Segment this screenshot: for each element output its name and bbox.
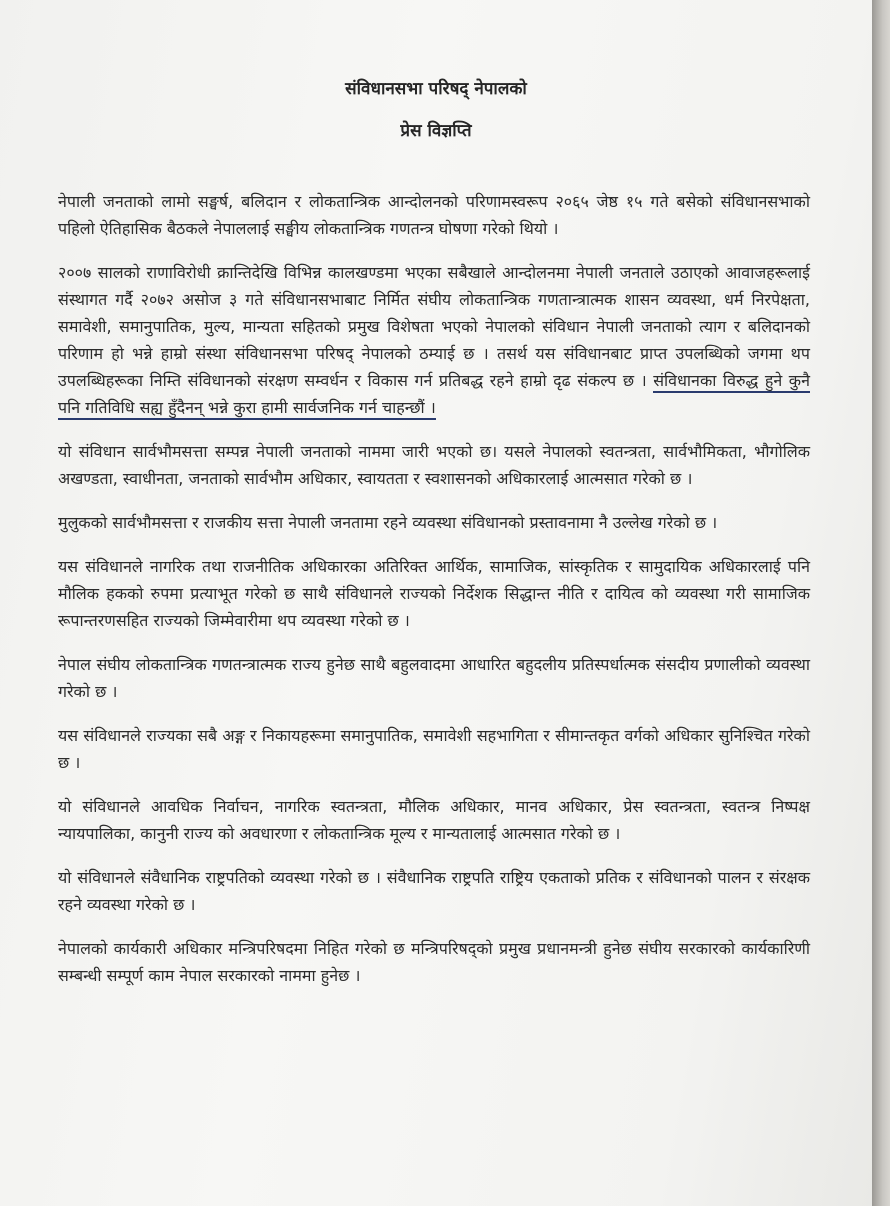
handwritten-underlined-sentence: संविधानका विरुद्ध हुने कुनै पनि गतिविधि सह्य हुँदैनन् भन्ने कुरा हामी सार्वजनिक गर्न चाहन्छौं । <box>58 371 810 420</box>
paragraph-1: नेपाली जनताको लामो सङ्घर्ष, बलिदान र लोकतान्त्रिक आन्दोलनको परिणामस्वरूप २०६५ जेष्ठ १५ गते बसेको संविधानसभाको पहिलो ऐतिहासिक बैठकले नेपाललाई सङ्घीय लोकतान्त्रिक गणतन्त्र घोषणा गरेको थियो । <box>58 192 810 238</box>
paragraph-3: यो संविधान सार्वभौमसत्ता सम्पन्न नेपाली जनताको नाममा जारी भएको छ। यसले नेपालको स्वतन्त्रता, सार्वभौमिकता, भौगोलिक अखण्डता, स्वाधीनता, जनताको सार्वभौम अधिकार, स्वायतता र स्वशासनको अधिकारलाई आत्मसात गरेको छ । <box>58 442 810 488</box>
paragraph-2 <box>58 259 810 421</box>
paper-edge <box>872 0 890 1206</box>
paragraph-2-text: २००७ सालको राणाविरोधी क्रान्तिदेखि विभिन्न कालखण्डमा भएका सबैखाले आन्दोलनमा नेपाली जनताले उठाएको आवाजहरूलाई संस्थागत गर्दै २०७२ असोज ३ गते संविधानसभाबाट निर्मित संघीय लोकतान्त्रिक गणतान्त्रात्मक शासन व्यवस्था, धर्म निरपेक्षता, समावेशी, समानुपातिक, मुल्य, मान्यता सहितको प्रमुख विशेषता भएको नेपालको संविधान नेपाली जनताको त्याग र बलिदानको परिणाम हो भन्ने हाम्रो संस्था संविधानसभा परिषद् नेपालको ठम्याई छ । तसर्थ यस संविधानबाट प्राप्त उपलब्धिको जगमा थप उपलब्धिहरूका निम्ति संविधानको संरक्षण सम्वर्धन र विकास गर्न प्रतिबद्ध रहने हाम्रो दृढ संकल्प छ । <box>58 263 810 390</box>
paragraph-5: यस संविधानले नागरिक तथा राजनीतिक अधिकारका अतिरिक्त आर्थिक, सामाजिक, सांस्कृतिक र सामुदायिक अधिकारलाई पनि मौलिक हकको रुपमा प्रत्याभूत गरेको छ साथै संविधानले राज्यको निर्देशक सिद्धान्त नीति र दायित्व को व्यवस्था गरी सामाजिक रूपान्तरणसहित राज्यको जिम्मेवारीमा थप व्यवस्था गरेको छ । <box>58 557 810 630</box>
paragraph-6: नेपाल संघीय लोकतान्त्रिक गणतन्त्रात्मक राज्य हुनेछ साथै बहुलवादमा आधारित बहुदलीय प्रतिस्पर्धात्मक संसदीय प्रणालीको व्यवस्था गरेको छ । <box>58 655 810 701</box>
paragraph-9: यो संविधानले संवैधानिक राष्ट्रपतिको व्यवस्था गरेको छ । संवैधानिक राष्ट्रपति राष्ट्रिय एकताको प्रतिक र संविधानको पालन र संरक्षक रहने व्यवस्था गरेको छ । <box>58 868 810 914</box>
paragraph-4: मुलुकको सार्वभौमसत्ता र राजकीय सत्ता नेपाली जनतामा रहने व्यवस्था संविधानको प्रस्तावनामा नै उल्लेख गरेको छ । <box>58 513 718 532</box>
paragraph-10: नेपालको कार्यकारी अधिकार मन्त्रिपरिषदमा निहित गरेको छ मन्त्रिपरिषद्को प्रमुख प्रधानमन्त्री हुनेछ संघीय सरकारको कार्यकारिणी सम्बन्धी सम्पूर्ण काम नेपाल सरकारको नाममा हुनेछ । <box>58 939 810 985</box>
paragraph-7: यस संविधानले राज्यका सबै अङ्ग र निकायहरूमा समानुपातिक, समावेशी सहभागिता र सीमान्तकृत वर्गको अधिकार सुनिश्चित गरेको छ । <box>58 726 810 772</box>
document-body <box>58 188 810 1006</box>
page-title: संविधानसभा परिषद् नेपालको <box>345 79 527 99</box>
paragraph-8: यो संविधानले आवधिक निर्वाचन, नागरिक स्वतन्त्रता, मौलिक अधिकार, मानव अधिकार, प्रेस स्वतन्त्रता, स्वतन्त्र निष्पक्ष न्यायपालिका, कानुनी राज्य को अवधारणा र लोकतान्त्रिक मूल्य र मान्यतालाई आत्मसात गरेको छ । <box>58 797 810 843</box>
page-subtitle: प्रेस विज्ञप्ति <box>400 121 472 141</box>
